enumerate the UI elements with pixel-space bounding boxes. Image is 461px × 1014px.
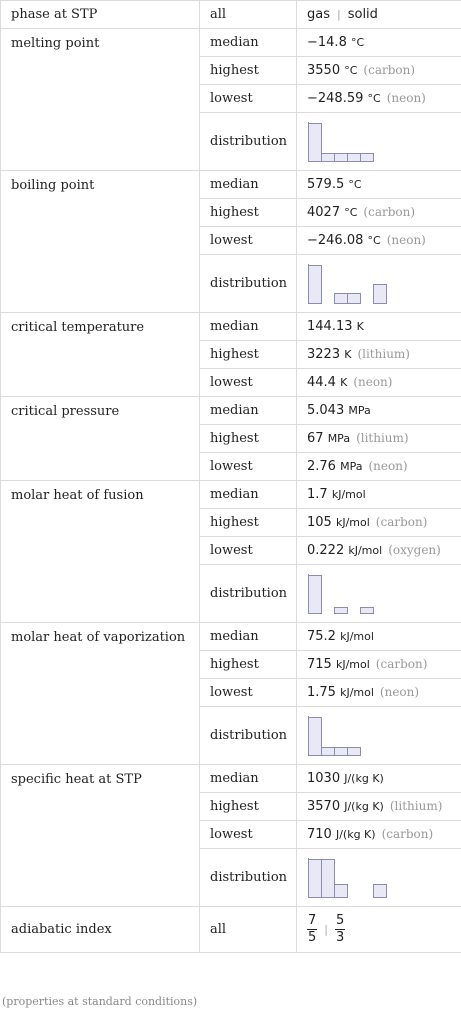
row-label: distribution: [200, 707, 297, 765]
row-boiling-median: [1, 171, 461, 199]
element-note: (oxygen): [388, 543, 441, 557]
row-crit-press-median: [1, 397, 461, 425]
element-note: (neon): [379, 685, 420, 699]
value: 1030: [307, 771, 341, 786]
value: 0.222: [307, 543, 345, 558]
property-name: melting point: [1, 29, 200, 171]
unit: K: [340, 376, 348, 389]
value: 579.5: [307, 177, 345, 192]
value-cell: [297, 765, 461, 793]
value-cell: [297, 425, 461, 453]
unit: MPa: [348, 404, 371, 417]
distribution-histogram: [307, 121, 375, 163]
numerator: 5: [336, 913, 345, 928]
row-label: median: [200, 397, 297, 425]
histogram-bar: [309, 859, 322, 897]
distribution-cell: [297, 255, 461, 313]
histogram-bar: [348, 747, 361, 755]
histogram-bar: [309, 717, 322, 755]
distribution-cell: [297, 565, 461, 623]
row-label: lowest: [200, 369, 297, 397]
row-label: all: [200, 1, 297, 29]
row-label: distribution: [200, 565, 297, 623]
unit: J/(kg K): [344, 772, 384, 785]
value: 5.043: [307, 403, 345, 418]
row-phase-at-stp: [1, 1, 461, 29]
adiabatic-values: [297, 907, 461, 953]
histogram-bar: [335, 884, 348, 897]
distribution-cell: [297, 113, 461, 171]
row-label: lowest: [200, 227, 297, 255]
unit: °C: [348, 178, 362, 191]
value: 1.75: [307, 685, 336, 700]
distribution-histogram: [307, 857, 388, 899]
row-label: median: [200, 29, 297, 57]
histogram-bar: [322, 153, 335, 161]
element-note: (carbon): [363, 63, 416, 77]
element-note: (carbon): [363, 205, 416, 219]
value-cell: [297, 369, 461, 397]
phase-solid: solid: [347, 7, 378, 22]
value: −248.59: [307, 91, 364, 106]
histogram-bar: [348, 293, 361, 303]
unit: kJ/mol: [340, 630, 374, 643]
property-name: molar heat of fusion: [1, 481, 200, 623]
unit: kJ/mol: [335, 516, 370, 529]
unit: kJ/mol: [331, 488, 366, 501]
property-name: phase at STP: [1, 1, 200, 29]
value-cell: [297, 397, 461, 425]
row-label: lowest: [200, 85, 297, 113]
element-note: (neon): [368, 459, 408, 473]
value-cell: [297, 227, 461, 255]
element-note: (carbon): [375, 515, 428, 529]
value: 144.13: [307, 319, 353, 334]
row-label: all: [200, 907, 297, 953]
denominator: 3: [336, 930, 345, 945]
row-label: highest: [200, 341, 297, 369]
value-cell: [297, 623, 461, 651]
element-note: (neon): [386, 91, 426, 105]
property-name: critical pressure: [1, 397, 200, 481]
row-label: highest: [200, 509, 297, 537]
separator: |: [324, 923, 328, 936]
row-label: highest: [200, 793, 297, 821]
histogram-bar: [335, 607, 348, 613]
value: 1.7: [307, 487, 328, 502]
unit: K: [356, 320, 364, 333]
value-cell: [297, 57, 461, 85]
unit: MPa: [340, 460, 363, 473]
value: 3570: [307, 799, 341, 814]
row-specific-heat-median: [1, 765, 461, 793]
row-label: median: [200, 481, 297, 509]
denominator: 5: [308, 930, 317, 945]
row-label: lowest: [200, 537, 297, 565]
property-name: critical temperature: [1, 313, 200, 397]
histogram-bar: [374, 284, 387, 303]
property-name: specific heat at STP: [1, 765, 200, 907]
value-cell: [297, 509, 461, 537]
distribution-histogram: [307, 263, 388, 305]
property-name: boiling point: [1, 171, 200, 313]
row-label: median: [200, 623, 297, 651]
distribution-histogram: [307, 573, 375, 615]
distribution-cell: [297, 707, 461, 765]
row-label: distribution: [200, 113, 297, 171]
row-label: highest: [200, 57, 297, 85]
unit: °C: [344, 64, 358, 77]
unit: °C: [367, 234, 381, 247]
value: 67: [307, 431, 324, 446]
element-note: (lithium): [389, 799, 443, 813]
value-cell: [297, 29, 461, 57]
histogram-bar: [322, 859, 335, 897]
fraction-a: [307, 913, 317, 946]
value: −246.08: [307, 233, 364, 248]
property-name: molar heat of vaporization: [1, 623, 200, 765]
value-cell: [297, 679, 461, 707]
value-cell: [297, 85, 461, 113]
distribution-histogram: [307, 715, 362, 757]
value-cell: [297, 313, 461, 341]
fraction-b: [335, 913, 345, 946]
value: 3223: [307, 347, 341, 362]
value: 710: [307, 827, 332, 842]
unit: °C: [367, 92, 381, 105]
row-adiabatic-index: [1, 907, 461, 953]
unit: MPa: [327, 432, 351, 445]
histogram-bar: [309, 575, 322, 613]
phase-values: [297, 1, 461, 29]
distribution-cell: [297, 849, 461, 907]
row-label: lowest: [200, 821, 297, 849]
histogram-bar: [335, 747, 348, 755]
unit: J/(kg K): [344, 800, 384, 813]
row-label: highest: [200, 199, 297, 227]
histogram-bar: [348, 153, 361, 161]
row-label: highest: [200, 425, 297, 453]
unit: kJ/mol: [340, 686, 374, 699]
element-note: (neon): [353, 375, 393, 389]
value: 3550: [307, 63, 341, 78]
row-crit-temp-median: [1, 313, 461, 341]
value: 105: [307, 515, 332, 530]
row-label: median: [200, 765, 297, 793]
row-label: lowest: [200, 679, 297, 707]
unit: K: [344, 348, 352, 361]
row-label: distribution: [200, 849, 297, 907]
separator: |: [337, 8, 341, 21]
value-cell: [297, 171, 461, 199]
unit: kJ/mol: [348, 544, 383, 557]
row-label: highest: [200, 651, 297, 679]
value: 75.2: [307, 629, 336, 644]
element-note: (lithium): [356, 431, 409, 445]
value-cell: [297, 199, 461, 227]
value-cell: [297, 481, 461, 509]
row-melting-median: [1, 29, 461, 57]
histogram-bar: [309, 265, 322, 303]
row-label: median: [200, 171, 297, 199]
element-note: (lithium): [357, 347, 410, 361]
row-label: median: [200, 313, 297, 341]
value-cell: [297, 453, 461, 481]
histogram-bar: [374, 884, 387, 897]
value: 2.76: [307, 459, 336, 474]
phase-gas: gas: [307, 7, 330, 22]
histogram-bar: [361, 607, 374, 613]
value-cell: [297, 793, 461, 821]
histogram-bar: [322, 747, 335, 755]
element-note: (carbon): [375, 657, 428, 671]
footnote: (properties at standard conditions): [2, 995, 198, 1008]
value-cell: [297, 821, 461, 849]
row-label: distribution: [200, 255, 297, 313]
element-note: (carbon): [381, 827, 434, 841]
row-label: lowest: [200, 453, 297, 481]
value: 44.4: [307, 375, 336, 390]
histogram-bar: [309, 123, 322, 161]
unit: °C: [350, 36, 365, 49]
histogram-bar: [335, 293, 348, 303]
unit: kJ/mol: [335, 658, 370, 671]
value: −14.8: [307, 35, 347, 50]
value-cell: [297, 341, 461, 369]
property-name: adiabatic index: [1, 907, 200, 953]
value-cell: [297, 537, 461, 565]
histogram-bar: [361, 153, 374, 161]
unit: °C: [344, 206, 358, 219]
value: 715: [307, 657, 332, 672]
numerator: 7: [308, 913, 317, 928]
histogram-bar: [335, 153, 348, 161]
value-cell: [297, 651, 461, 679]
element-note: (neon): [386, 233, 426, 247]
row-vaporization-median: [1, 623, 461, 651]
value: 4027: [307, 205, 341, 220]
unit: J/(kg K): [335, 828, 376, 841]
row-fusion-median: [1, 481, 461, 509]
